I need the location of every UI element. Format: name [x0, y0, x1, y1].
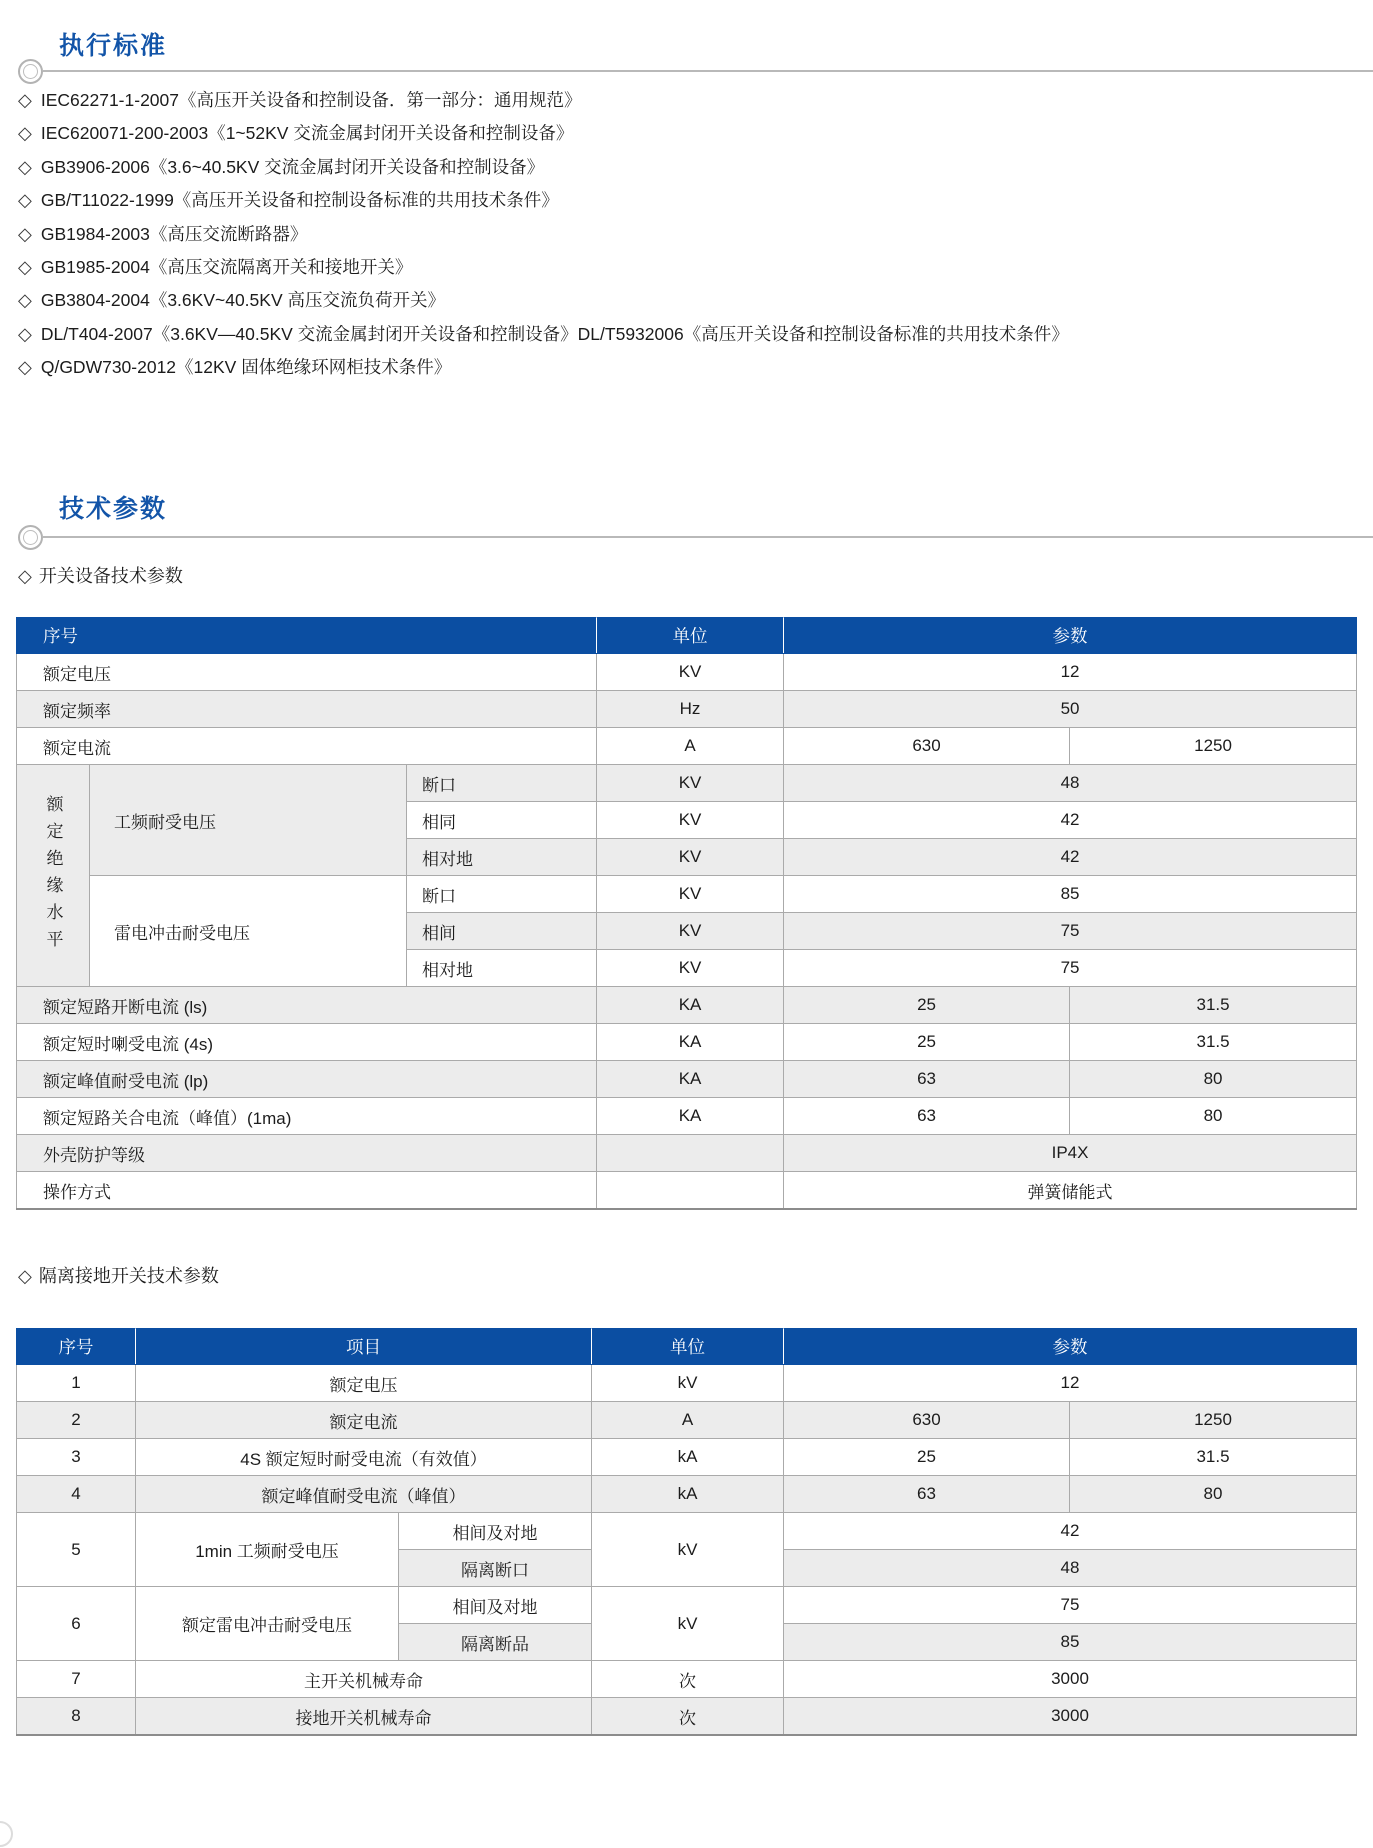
table-row — [17, 654, 1357, 691]
header-cell-param: 参数 — [784, 618, 1357, 654]
cell-unit: KV — [597, 802, 784, 839]
cell-no: 7 — [17, 1661, 136, 1698]
cell-value: 80 — [1070, 1098, 1357, 1135]
diamond-bullet-icon: ◇ — [18, 566, 32, 586]
table-row — [17, 1439, 1357, 1476]
cell-value: 25 — [784, 1024, 1070, 1061]
cell-no: 3 — [17, 1439, 136, 1476]
cell-label: 操作方式 — [17, 1172, 597, 1210]
header-cell-serial: 序号 — [17, 618, 597, 654]
cell-value: 3000 — [784, 1661, 1357, 1698]
cell-unit: kA — [592, 1476, 784, 1513]
standard-item — [18, 318, 1353, 351]
cell-value: 31.5 — [1070, 1024, 1357, 1061]
diamond-bullet-icon: ◇ — [18, 156, 32, 177]
cell-value: 25 — [784, 987, 1070, 1024]
cell-value: 31.5 — [1070, 1439, 1357, 1476]
cell-value: 63 — [784, 1476, 1070, 1513]
cell-subitem: 相对地 — [407, 839, 597, 876]
subheading-text: 隔离接地开关技术参数 — [38, 1266, 219, 1286]
ring-ornament-icon — [18, 525, 43, 550]
cell-value: 63 — [784, 1061, 1070, 1098]
cell-value: 1250 — [1070, 728, 1357, 765]
cell-subitem: 断口 — [407, 765, 597, 802]
standard-item — [18, 218, 1353, 251]
cell-value: 12 — [784, 1365, 1357, 1402]
diamond-bullet-icon: ◇ — [18, 223, 32, 244]
diamond-bullet-icon: ◇ — [18, 123, 32, 144]
cell-label: 额定电流 — [17, 728, 597, 765]
cell-item: 1min 工频耐受电压 — [136, 1513, 399, 1587]
cell-unit: 次 — [592, 1661, 784, 1698]
header-cell-no: 序号 — [17, 1329, 136, 1365]
standard-item — [18, 117, 1353, 150]
section-rule — [18, 524, 1373, 550]
header-cell-item: 项目 — [136, 1329, 592, 1365]
table-row — [17, 728, 1357, 765]
cell-value: 25 — [784, 1439, 1070, 1476]
table-row — [17, 1365, 1357, 1402]
cell-value: IP4X — [784, 1135, 1357, 1172]
cell-no: 8 — [17, 1698, 136, 1736]
cell-no: 1 — [17, 1365, 136, 1402]
diamond-bullet-icon: ◇ — [18, 256, 32, 277]
page-title-parameters: 技术参数 — [59, 495, 168, 523]
cell-unit: KA — [597, 1061, 784, 1098]
table-row — [17, 1402, 1357, 1439]
cell-value: 80 — [1070, 1061, 1357, 1098]
cell-subitem: 相对地 — [407, 950, 597, 987]
diamond-bullet-icon: ◇ — [18, 90, 32, 110]
ring-ornament-icon — [0, 1821, 13, 1847]
standard-text: DL/T404-2007《3.6KV—40.5KV 交流金属封闭开关设备和控制设备》DL/T5932006《高压开关设备和控制设备标准的共用技术条件》 — [40, 323, 1069, 344]
cell-value: 75 — [784, 950, 1357, 987]
cell-value: 1250 — [1070, 1402, 1357, 1439]
cell-power-frequency-group: 工频耐受电压 — [90, 765, 407, 876]
cell-value: 80 — [1070, 1476, 1357, 1513]
table-row — [17, 1476, 1357, 1513]
table-row — [17, 1513, 1357, 1550]
cell-unit: KV — [597, 654, 784, 691]
cell-value: 48 — [784, 765, 1357, 802]
standard-item — [18, 351, 1353, 384]
cell-label: 额定峰值耐受电流 (lp) — [17, 1061, 597, 1098]
cell-item: 接地开关机械寿命 — [136, 1698, 592, 1736]
switchgear-parameters-table — [16, 617, 1357, 1210]
header-cell-param: 参数 — [784, 1329, 1357, 1365]
cell-subitem: 隔离断口 — [399, 1550, 592, 1587]
cell-subitem: 相间及对地 — [399, 1513, 592, 1550]
cell-unit: KV — [597, 950, 784, 987]
cell-unit — [597, 1135, 784, 1172]
diamond-bullet-icon: ◇ — [18, 323, 32, 344]
cell-unit: KV — [597, 913, 784, 950]
standard-item — [18, 84, 1353, 117]
table-row — [17, 1698, 1357, 1736]
cell-value: 75 — [784, 1587, 1357, 1624]
cell-item: 额定峰值耐受电流（峰值） — [136, 1476, 592, 1513]
cell-value: 85 — [784, 876, 1357, 913]
isolation-switch-parameters-table — [16, 1328, 1357, 1736]
table-row — [17, 1661, 1357, 1698]
cell-unit: kV — [592, 1365, 784, 1402]
subheading-isolation-params — [18, 1262, 219, 1288]
table-row — [17, 1172, 1357, 1210]
cell-value: 42 — [784, 839, 1357, 876]
table-row — [17, 765, 1357, 802]
cell-no: 2 — [17, 1402, 136, 1439]
cell-subitem: 相间 — [407, 913, 597, 950]
cell-unit: A — [597, 728, 784, 765]
standard-text: GB/T11022-1999《高压开关设备和控制设备标准的共用技术条件》 — [40, 190, 559, 211]
cell-label: 额定频率 — [17, 691, 597, 728]
standard-text: Q/GDW730-2012《12KV 固体绝缘环网柜技术条件》 — [40, 357, 452, 378]
standard-text: GB1985-2004《高压交流隔离开关和接地开关》 — [40, 256, 413, 277]
diamond-bullet-icon: ◇ — [18, 290, 32, 311]
ring-ornament-icon — [18, 59, 43, 84]
cell-unit: KA — [597, 1024, 784, 1061]
table-row — [17, 1061, 1357, 1098]
cell-unit — [597, 1172, 784, 1210]
standard-text: GB3906-2006《3.6~40.5KV 交流金属封闭开关设备和控制设备》 — [40, 156, 545, 177]
table-row — [17, 987, 1357, 1024]
cell-unit: KV — [597, 876, 784, 913]
subheading-switchgear-params — [18, 562, 183, 588]
cell-value: 31.5 — [1070, 987, 1357, 1024]
table-header-row — [17, 618, 1357, 654]
cell-unit: KV — [597, 765, 784, 802]
cell-subitem: 相间及对地 — [399, 1587, 592, 1624]
cell-item: 额定电压 — [136, 1365, 592, 1402]
table-row — [17, 691, 1357, 728]
cell-no: 5 — [17, 1513, 136, 1587]
table-row — [17, 1098, 1357, 1135]
cell-value: 12 — [784, 654, 1357, 691]
vertical-label: 额定绝缘水平 — [43, 794, 63, 957]
cell-subitem: 断口 — [407, 876, 597, 913]
standard-text: IEC62271-1-2007《高压开关设备和控制设备．第一部分：通用规范》 — [40, 90, 582, 110]
diamond-bullet-icon: ◇ — [18, 357, 32, 378]
cell-label: 额定电压 — [17, 654, 597, 691]
cell-unit: 次 — [592, 1698, 784, 1736]
cell-value: 3000 — [784, 1698, 1357, 1736]
cell-value: 42 — [784, 802, 1357, 839]
standard-text: GB1984-2003《高压交流断路器》 — [40, 223, 308, 244]
standards-list — [18, 84, 1353, 385]
standard-item — [18, 284, 1353, 317]
cell-unit: KV — [597, 839, 784, 876]
cell-subitem: 相同 — [407, 802, 597, 839]
table-header-row — [17, 1329, 1357, 1365]
cell-value: 630 — [784, 1402, 1070, 1439]
table-row — [17, 1587, 1357, 1624]
cell-no: 6 — [17, 1587, 136, 1661]
cell-item: 4S 额定短时耐受电流（有效值） — [136, 1439, 592, 1476]
cell-lightning-impulse-group: 雷电冲击耐受电压 — [90, 876, 407, 987]
page-title-standards: 执行标准 — [59, 32, 168, 60]
standard-item — [18, 151, 1353, 184]
cell-unit: kV — [592, 1513, 784, 1587]
table-row — [17, 1135, 1357, 1172]
cell-value: 50 — [784, 691, 1357, 728]
cell-item: 主开关机械寿命 — [136, 1661, 592, 1698]
cell-value: 48 — [784, 1550, 1357, 1587]
cell-unit: kA — [592, 1439, 784, 1476]
horizontal-rule — [43, 536, 1373, 538]
cell-unit: KA — [597, 987, 784, 1024]
table-row — [17, 1024, 1357, 1061]
standard-item — [18, 251, 1353, 284]
standard-text: GB3804-2004《3.6KV~40.5KV 高压交流负荷开关》 — [40, 290, 445, 311]
header-cell-unit: 单位 — [597, 618, 784, 654]
cell-value: 弹簧储能式 — [784, 1172, 1357, 1210]
cell-value: 85 — [784, 1624, 1357, 1661]
cell-unit: Hz — [597, 691, 784, 728]
horizontal-rule — [43, 70, 1373, 72]
cell-label: 额定短路关合电流（峰值）(1ma) — [17, 1098, 597, 1135]
cell-subitem: 隔离断品 — [399, 1624, 592, 1661]
cell-value: 630 — [784, 728, 1070, 765]
section-rule — [18, 58, 1373, 84]
cell-item: 额定雷电冲击耐受电压 — [136, 1587, 399, 1661]
cell-value: 63 — [784, 1098, 1070, 1135]
cell-unit: KA — [597, 1098, 784, 1135]
cell-label: 外壳防护等级 — [17, 1135, 597, 1172]
table-row — [17, 876, 1357, 913]
standard-text: IEC620071-200-2003《1~52KV 交流金属封闭开关设备和控制设备》 — [40, 123, 574, 144]
standard-item — [18, 184, 1353, 217]
header-cell-unit: 单位 — [592, 1329, 784, 1365]
cell-value: 75 — [784, 913, 1357, 950]
cell-unit: kV — [592, 1587, 784, 1661]
diamond-bullet-icon: ◇ — [18, 1266, 32, 1286]
cell-no: 4 — [17, 1476, 136, 1513]
diamond-bullet-icon: ◇ — [18, 190, 32, 211]
subheading-text: 开关设备技术参数 — [38, 566, 183, 586]
cell-unit: A — [592, 1402, 784, 1439]
cell-label: 额定短时喇受电流 (4s) — [17, 1024, 597, 1061]
cell-value: 42 — [784, 1513, 1357, 1550]
cell-item: 额定电流 — [136, 1402, 592, 1439]
cell-label: 额定短路开断电流 (ls) — [17, 987, 597, 1024]
cell-insulation-group — [17, 765, 90, 987]
